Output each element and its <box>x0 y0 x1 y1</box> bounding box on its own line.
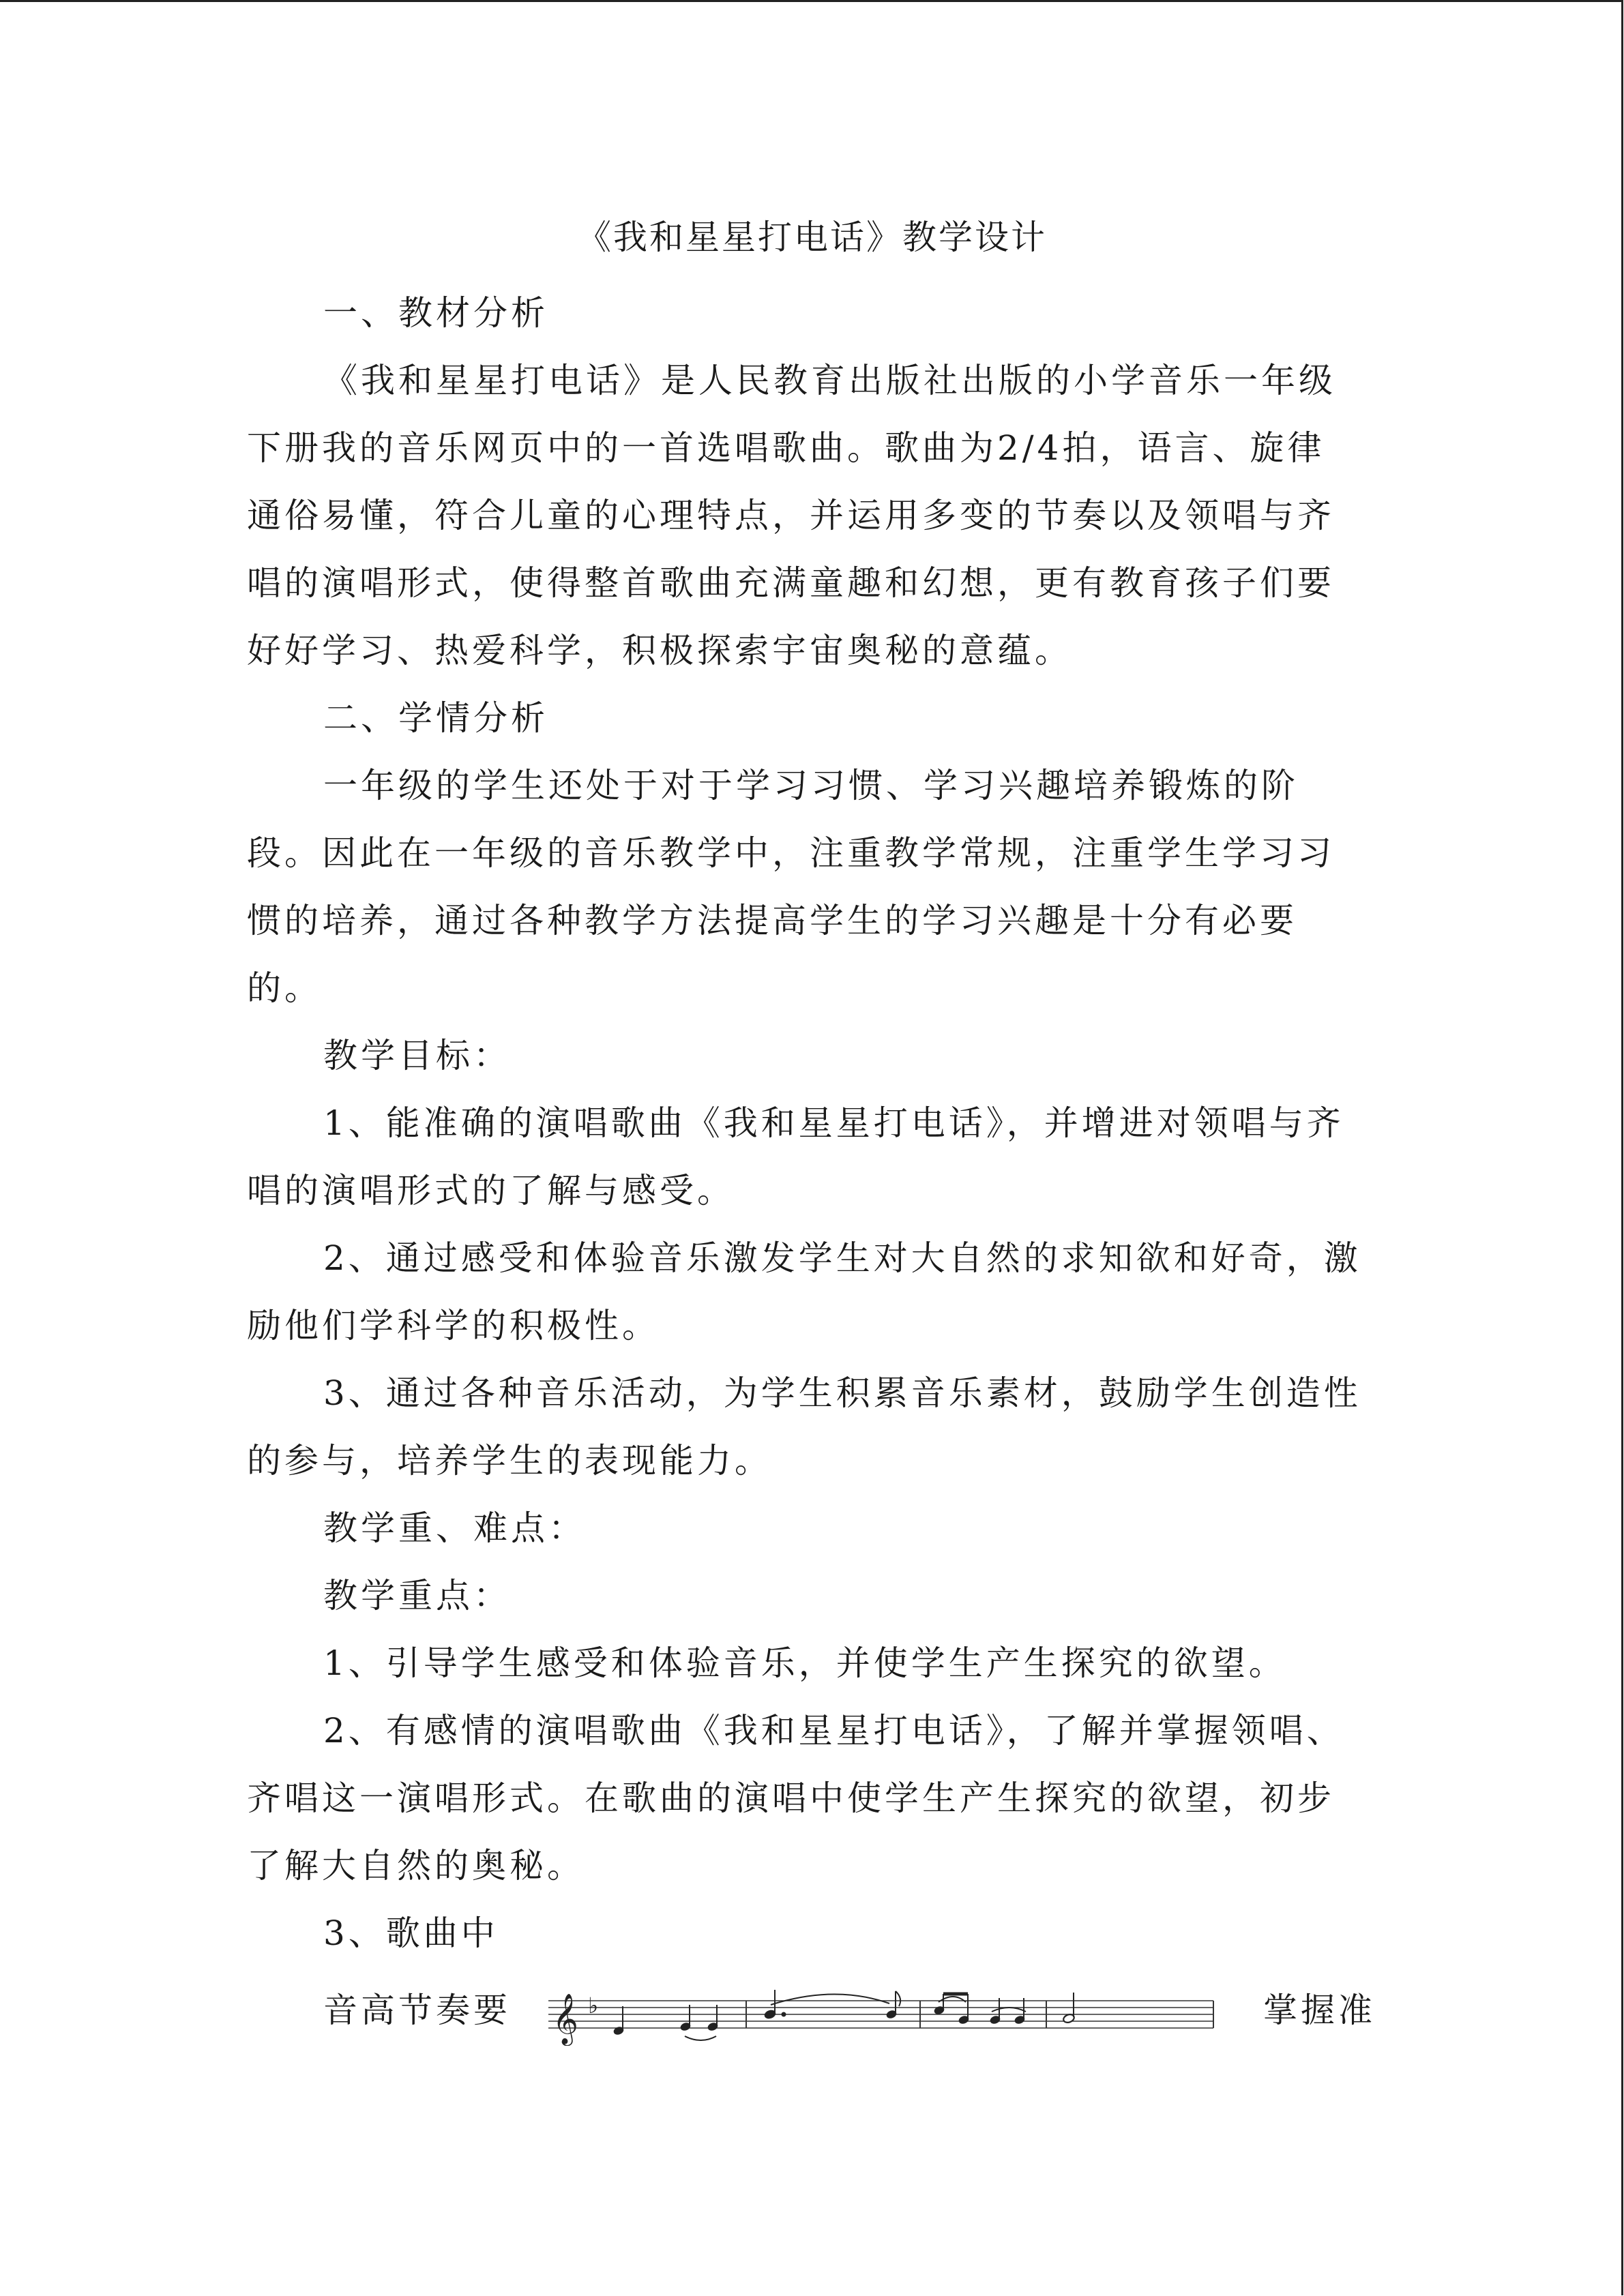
score-lead-text: 音高节奏要 <box>323 1991 511 2030</box>
paragraph-key-3 <box>247 1900 1379 1967</box>
paragraph-key-1 <box>247 1630 1379 1697</box>
section-heading-students: 二、学情分析 <box>323 698 548 738</box>
note-eighth <box>886 1991 900 2019</box>
score-row <box>323 1978 1387 2046</box>
note-dotted <box>764 1990 889 2020</box>
staff-lines <box>548 2001 1213 2028</box>
flat-sign-icon: ♭ <box>588 1993 602 2018</box>
text-line: 的参与，培养学生的表现能力。 <box>247 1441 772 1480</box>
text-line: 了解大自然的奥秘。 <box>247 1846 585 1885</box>
text-line: 励他们学科学的积极性。 <box>247 1306 660 1345</box>
section-heading-goals: 教学目标： <box>323 1036 511 1075</box>
music-staff-excerpt <box>548 1978 1230 2046</box>
section-heading-materials: 一、教材分析 <box>323 293 548 333</box>
text-line: 3、歌曲中 <box>323 1913 499 1953</box>
text-line: 唱的演唱形式，使得整首歌曲充满童趣和幻想，更有教育孩子们要 <box>247 563 1335 603</box>
text-line: 唱的演唱形式的了解与感受。 <box>247 1171 735 1210</box>
text-line: 3、通过各种音乐活动，为学生积累音乐素材，鼓励学生创造性 <box>323 1373 1361 1413</box>
text-line: 的。 <box>247 968 322 1008</box>
note-half <box>1063 1993 1076 2024</box>
section-heading-key-points: 教学重点： <box>323 1576 511 1615</box>
treble-clef-icon: 𝄞 <box>552 1994 582 2044</box>
text-line: 2、有感情的演唱歌曲《我和星星打电话》，了解并掌握领唱、 <box>323 1711 1344 1750</box>
text-line: 段。因此在一年级的音乐教学中，注重教学常规，注重学生学习习 <box>247 833 1335 873</box>
note-pair-1 <box>680 2005 719 2040</box>
text-line: 《我和星星打电话》是人民教育出版社出版的小学音乐一年级 <box>323 361 1336 400</box>
paragraph-goal-2 <box>247 1225 1379 1360</box>
text-line: 1、引导学生感受和体验音乐，并使学生产生探究的欲望。 <box>323 1643 1286 1683</box>
text-line: 齐唱这一演唱形式。在歌曲的演唱中使学生产生探究的欲望，初步 <box>247 1778 1335 1818</box>
score-tail-text: 掌握准 <box>1263 1991 1376 2030</box>
section-heading-key-difficult: 教学重、难点： <box>323 1508 586 1548</box>
text-line: 一年级的学生还处于对于学习习惯、学习兴趣培养锻炼的阶 <box>323 766 1299 805</box>
paragraph-goal-3 <box>247 1360 1379 1495</box>
text-line: 2、通过感受和体验音乐激发学生对大自然的求知欲和好奇，激 <box>323 1238 1361 1278</box>
text-line: 1、能准确的演唱歌曲《我和星星打电话》，并增进对领唱与齐 <box>323 1103 1344 1143</box>
paragraph-materials <box>247 347 1379 685</box>
paragraph-goal-1 <box>247 1090 1379 1225</box>
text-line: 好好学习、热爱科学，积极探索宇宙奥秘的意蕴。 <box>247 631 1072 670</box>
note-beamed-pair <box>934 1994 970 2025</box>
document-title: 《我和星星打电话》教学设计 <box>577 218 1047 257</box>
paragraph-key-2 <box>247 1697 1379 1900</box>
text-line: 通俗易懂，符合儿童的心理特点，并运用多变的节奏以及领唱与齐 <box>247 496 1335 535</box>
text-line: 下册我的音乐网页中的一首选唱歌曲。歌曲为2/4拍，语言、旋律 <box>247 428 1325 468</box>
paragraph-students <box>247 752 1379 1022</box>
text-line: 惯的培养，通过各种教学方法提高学生的学习兴趣是十分有必要 <box>247 901 1297 940</box>
document-body <box>247 280 1379 1967</box>
